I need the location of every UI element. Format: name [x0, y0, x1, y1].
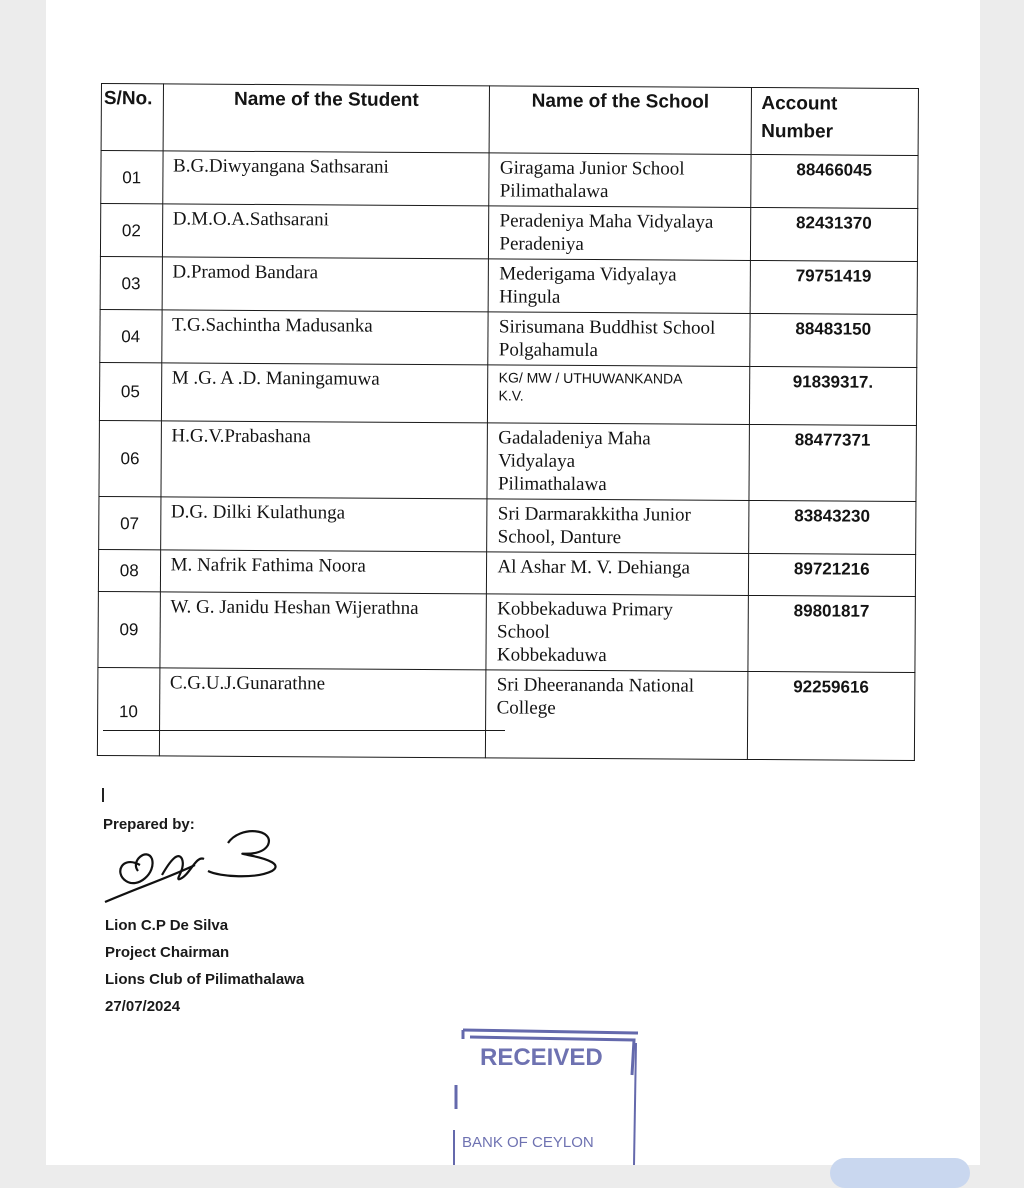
cell-school-name [487, 552, 748, 596]
cell-account-number: 88477371 [748, 424, 916, 501]
cell-sno: 04 [100, 309, 162, 362]
school-line: School [497, 621, 550, 643]
cell-sno: 10 [97, 667, 159, 755]
signatory-block [105, 912, 304, 1020]
school-line: Pilimathalawa [497, 473, 607, 496]
cell-account-number: 88466045 [750, 154, 918, 208]
cell-student-name: M. Nafrik Fathima Noora [160, 550, 487, 594]
cell-account-number: 82431370 [750, 207, 918, 261]
cell-account-number: 89721216 [748, 553, 916, 596]
cell-sno: 08 [98, 549, 160, 591]
cell-sno: 09 [98, 591, 160, 667]
school-line: Vidyalaya [498, 450, 576, 472]
student-table [97, 83, 919, 761]
table-row [100, 309, 917, 367]
cell-school-name [489, 206, 750, 261]
cell-account-number: 91839317. [749, 366, 917, 425]
signature-date: 27/07/2024 [105, 998, 181, 1015]
school-line: Kobbekaduwa [496, 644, 607, 667]
school-line: Sri Darmarakkitha Junior [497, 503, 691, 526]
cell-sno: 02 [100, 204, 162, 257]
school-line: Peradeniya [499, 233, 584, 255]
school-line: School, Danture [497, 526, 622, 549]
stamp-received-text: RECEIVED [480, 1044, 603, 1071]
received-stamp [448, 1025, 648, 1165]
table-row [97, 667, 915, 760]
school-line: K.V. [498, 387, 524, 404]
cell-sno: 06 [99, 420, 161, 496]
cell-school-name [489, 153, 750, 208]
cell-sno: 07 [99, 496, 161, 549]
cell-school-name [487, 423, 749, 501]
cell-school-name [487, 499, 748, 554]
school-line: Mederigama Vidyalaya [499, 263, 677, 286]
cell-student-name: D.Pramod Bandara [162, 257, 489, 312]
school-line: Sri Dheerananda National [496, 674, 695, 697]
cell-sno: 01 [101, 151, 163, 204]
cell-account-number: 88483150 [749, 313, 917, 367]
cell-student-name: H.G.V.Prabashana [161, 421, 488, 499]
table-row [101, 151, 918, 209]
cell-school-name [486, 670, 748, 760]
cell-school-name [488, 312, 749, 367]
school-line: Sirisumana Buddhist School [498, 316, 716, 339]
school-line: Gadaladeniya Maha [498, 427, 651, 450]
table-row [99, 362, 916, 425]
table-row [100, 204, 917, 262]
signatory-name: Lion C.P De Silva [105, 917, 229, 934]
cell-student-name: W. G. Janidu Heshan Wijerathna [159, 592, 486, 670]
cell-sno: 05 [99, 362, 161, 420]
table-row [100, 256, 917, 314]
header-school-name: Name of the School [490, 86, 751, 155]
stamp-bank-text: BANK OF CEYLON [462, 1134, 594, 1151]
cell-sno: 03 [100, 256, 162, 309]
cell-student-name: M .G. A .D. Maningamuwa [161, 363, 488, 423]
cell-student-name: B.G.Diwyangana Sathsarani [162, 151, 489, 206]
school-line: Giragama Junior School [499, 157, 685, 180]
school-line: Polgahamula [498, 339, 599, 362]
table-row [98, 591, 915, 672]
cell-student-name: D.M.O.A.Sathsarani [162, 204, 489, 259]
overlay-bubble [830, 1158, 970, 1188]
cell-student-name: C.G.U.J.Gunarathne [159, 668, 486, 758]
school-line: College [496, 697, 556, 719]
school-line: Pilimathalawa [499, 180, 609, 203]
table-header-row [101, 84, 918, 156]
table-row [99, 420, 916, 501]
cell-account-number: 92259616 [747, 671, 915, 760]
school-line: Peradeniya Maha Vidyalaya [499, 210, 714, 233]
signatory-organization: Lions Club of Pilimathalawa [105, 971, 305, 988]
table-row [98, 549, 915, 596]
header-sno: S/No. [101, 84, 163, 151]
signatory-title: Project Chairman [105, 944, 230, 961]
table-row [99, 496, 916, 554]
cell-school-name [488, 365, 749, 425]
table-bottom-rule [103, 730, 505, 731]
header-account-number: Account Number [751, 87, 919, 155]
cell-account-number: 89801817 [747, 595, 915, 672]
cell-school-name [489, 259, 750, 314]
school-line: Al Ashar M. V. Dehianga [497, 556, 690, 579]
cell-account-number: 83843230 [748, 500, 916, 554]
header-student-name: Name of the Student [163, 84, 490, 153]
cell-student-name: T.G.Sachintha Madusanka [161, 310, 488, 365]
cell-account-number: 79751419 [750, 260, 918, 314]
cell-school-name [486, 594, 748, 672]
prepared-by-label: Prepared by: [103, 816, 195, 833]
school-line: KG/ MW / UTHUWANKANDA [498, 369, 683, 387]
school-line: Hingula [499, 286, 561, 308]
signature [100, 815, 290, 910]
margin-mark [102, 788, 104, 802]
cell-student-name: D.G. Dilki Kulathunga [160, 497, 487, 552]
school-line: Kobbekaduwa Primary [497, 598, 673, 621]
